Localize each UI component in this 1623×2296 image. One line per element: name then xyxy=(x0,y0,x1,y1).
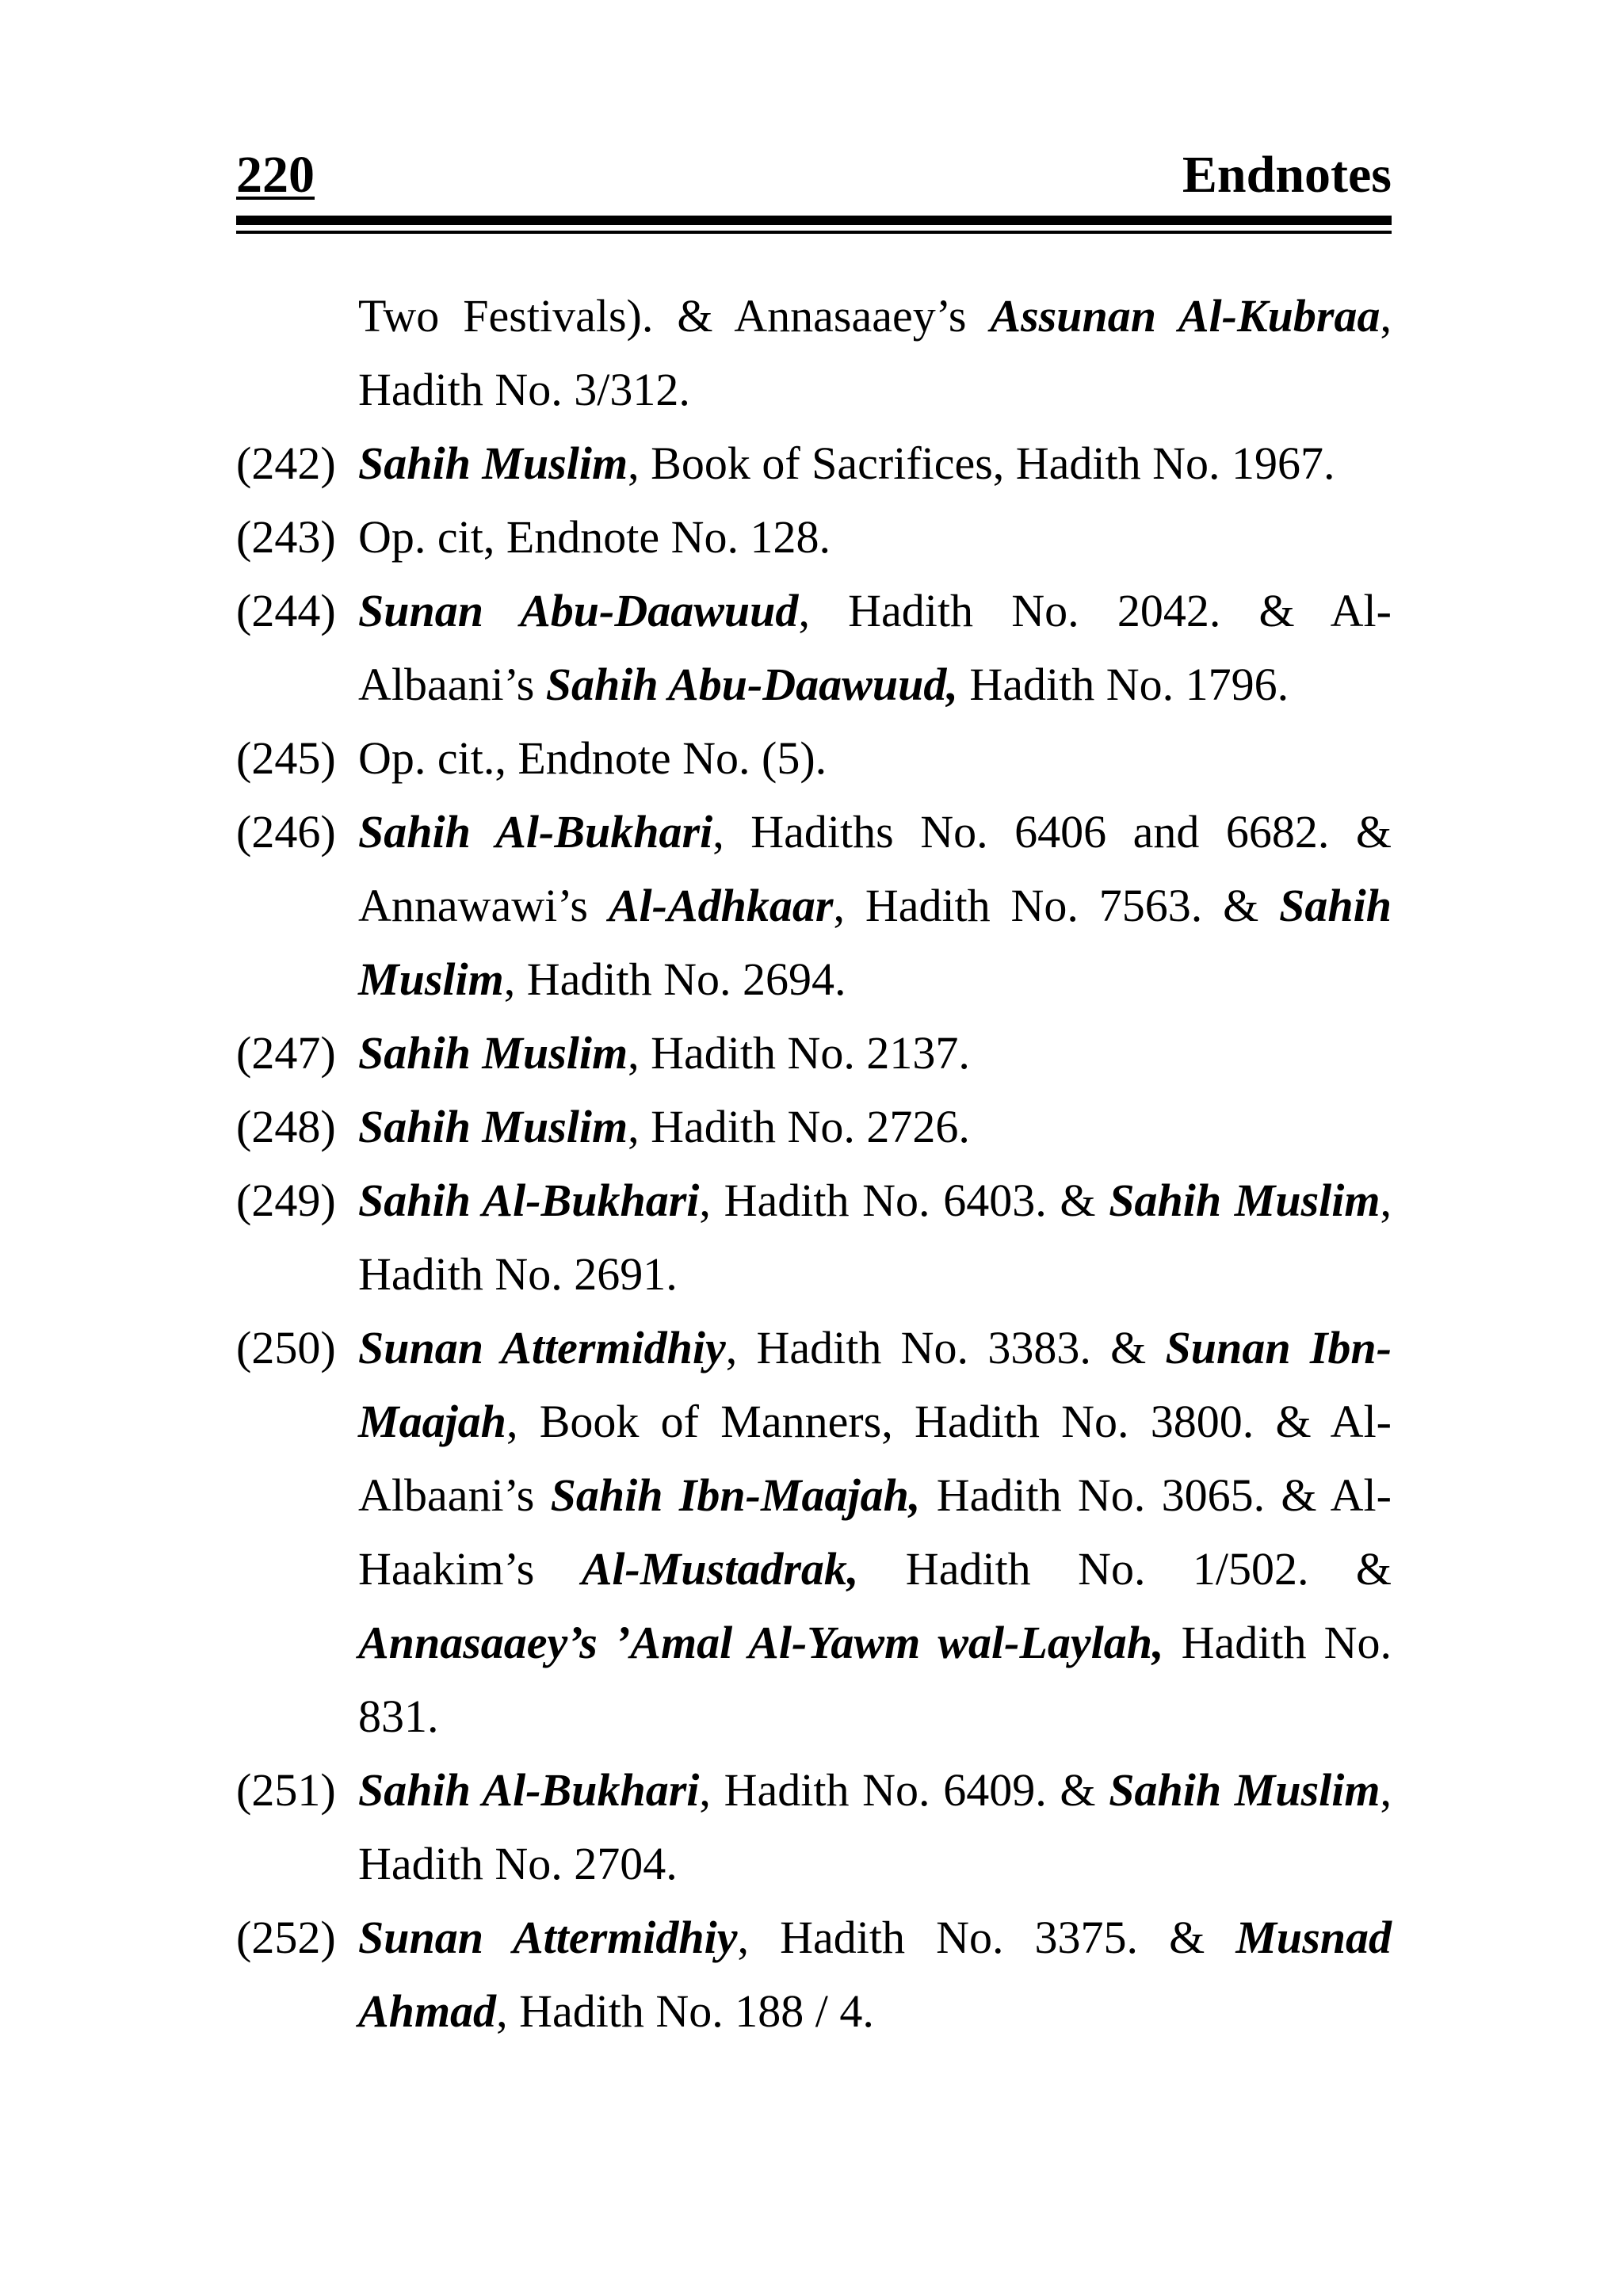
header-rule-thick xyxy=(236,216,1392,225)
citation-text: , Hadiths No. 6406 and 6682. & Annawawi’s xyxy=(358,806,1392,931)
citation-text: Hadith No. 831. xyxy=(358,1617,1392,1742)
endnote-item xyxy=(236,1753,1392,1901)
citation-text: Hadith No. 1/502. & xyxy=(858,1543,1392,1595)
citation-text: , Hadith No. 6409. & xyxy=(699,1764,1109,1816)
page-header xyxy=(236,147,1392,203)
header-rule-thin xyxy=(236,231,1392,234)
endnote-item xyxy=(236,795,1392,1016)
citation-text: , Hadith No. 3/312. xyxy=(358,290,1392,415)
endnote-item xyxy=(236,721,1392,795)
endnote-item xyxy=(236,500,1392,574)
citation-text: , Hadith No. 3383. & xyxy=(725,1322,1166,1373)
endnote-number: (252) xyxy=(236,1912,336,1963)
endnote-item xyxy=(236,1090,1392,1163)
endnote-number: (245) xyxy=(236,732,336,784)
endnote-item xyxy=(236,426,1392,500)
endnote-text xyxy=(358,1311,1392,1753)
source-title: Sunan Ibn-Maajah xyxy=(358,1322,1392,1447)
citation-text: , Hadith No. 2691. xyxy=(358,1175,1392,1300)
endnote-item xyxy=(236,1311,1392,1753)
source-title: Sunan Attermidhiy xyxy=(358,1322,726,1373)
endnote-continuation xyxy=(236,279,1392,426)
endnote-text xyxy=(358,500,1392,574)
citation-text: , Hadith No. 6403. & xyxy=(699,1175,1109,1226)
citation-text: Op. cit., Endnote No. (5). xyxy=(358,732,827,784)
citation-text: , Hadith No. 2726. xyxy=(628,1101,970,1152)
endnotes-list xyxy=(236,279,1392,2048)
source-title: Al-Adhkaar xyxy=(608,880,834,931)
source-title: Sunan Attermidhiy xyxy=(358,1912,738,1963)
source-title: Sahih Al-Bukhari xyxy=(358,1764,700,1816)
source-title: Assunan Al-Kubraa xyxy=(990,290,1381,342)
source-title: Annasaaey’s ’Amal Al-Yawm wal-Laylah, xyxy=(358,1617,1164,1668)
source-title: Sahih Al-Bukhari xyxy=(358,806,713,858)
endnote-text xyxy=(358,426,1392,500)
source-title: Sunan Abu-Daawuud xyxy=(358,585,799,636)
citation-text: , Book of Manners, Hadith No. 3800. & Al-Albaani’s xyxy=(358,1396,1392,1521)
citation-text: Hadith No. 1796. xyxy=(957,659,1289,710)
source-title: Sahih Al-Bukhari xyxy=(358,1175,700,1226)
source-title: Sahih Muslim xyxy=(358,437,628,489)
endnote-text xyxy=(358,279,1392,426)
endnote-number: (250) xyxy=(236,1322,336,1373)
endnote-item xyxy=(236,574,1392,721)
endnote-number: (244) xyxy=(236,585,336,636)
source-title: Al-Mustadrak, xyxy=(581,1543,859,1595)
endnote-number: (248) xyxy=(236,1101,336,1152)
endnote-text xyxy=(358,1901,1392,2048)
source-title: Musnad Ahmad xyxy=(358,1912,1392,2037)
endnote-item xyxy=(236,1016,1392,1090)
citation-text: , Hadith No. 3375. & xyxy=(737,1912,1236,1963)
endnote-text xyxy=(358,1753,1392,1901)
citation-text: , Hadith No. 2694. xyxy=(503,953,846,1005)
endnote-number: (242) xyxy=(236,437,336,489)
citation-text: , Book of Sacrifices, Hadith No. 1967. xyxy=(628,437,1335,489)
endnote-item xyxy=(236,1901,1392,2048)
source-title: Sahih Muslim xyxy=(1109,1175,1381,1226)
citation-text: Op. cit, Endnote No. 128. xyxy=(358,511,831,563)
source-title: Sahih Abu-Daawuud, xyxy=(545,659,958,710)
endnote-text xyxy=(358,574,1392,721)
running-head: Endnotes xyxy=(1182,146,1392,204)
citation-text: , Hadith No. 2704. xyxy=(358,1764,1392,1889)
source-title: Sahih Muslim xyxy=(1109,1764,1381,1816)
endnote-number: (249) xyxy=(236,1175,336,1226)
citation-text: Two Festivals). & Annasaaey’s xyxy=(358,290,991,342)
endnote-number: (243) xyxy=(236,511,336,563)
source-title: Sahih Muslim xyxy=(358,1101,628,1152)
endnote-text xyxy=(358,721,1392,795)
endnote-text xyxy=(358,795,1392,1016)
endnote-text xyxy=(358,1090,1392,1163)
endnote-text xyxy=(358,1016,1392,1090)
citation-text: , Hadith No. 7563. & xyxy=(833,880,1280,931)
endnote-number: (251) xyxy=(236,1764,336,1816)
endnote-number: (246) xyxy=(236,806,336,858)
endnote-item xyxy=(236,1163,1392,1311)
citation-text: Hadith No. 3065. & Al-Haakim’s xyxy=(358,1469,1392,1595)
citation-text: , Hadith No. 188 / 4. xyxy=(496,1985,874,2037)
source-title: Sahih Muslim xyxy=(358,1027,628,1079)
citation-text: , Hadith No. 2137. xyxy=(628,1027,970,1079)
page-number: 220 xyxy=(236,146,315,204)
citation-text: , Hadith No. 2042. & Al-Albaani’s xyxy=(358,585,1392,710)
endnote-text xyxy=(358,1163,1392,1311)
source-title: Sahih Ibn-Maajah, xyxy=(550,1469,921,1521)
source-title: Sahih Muslim xyxy=(358,880,1392,1005)
endnote-number: (247) xyxy=(236,1027,336,1079)
